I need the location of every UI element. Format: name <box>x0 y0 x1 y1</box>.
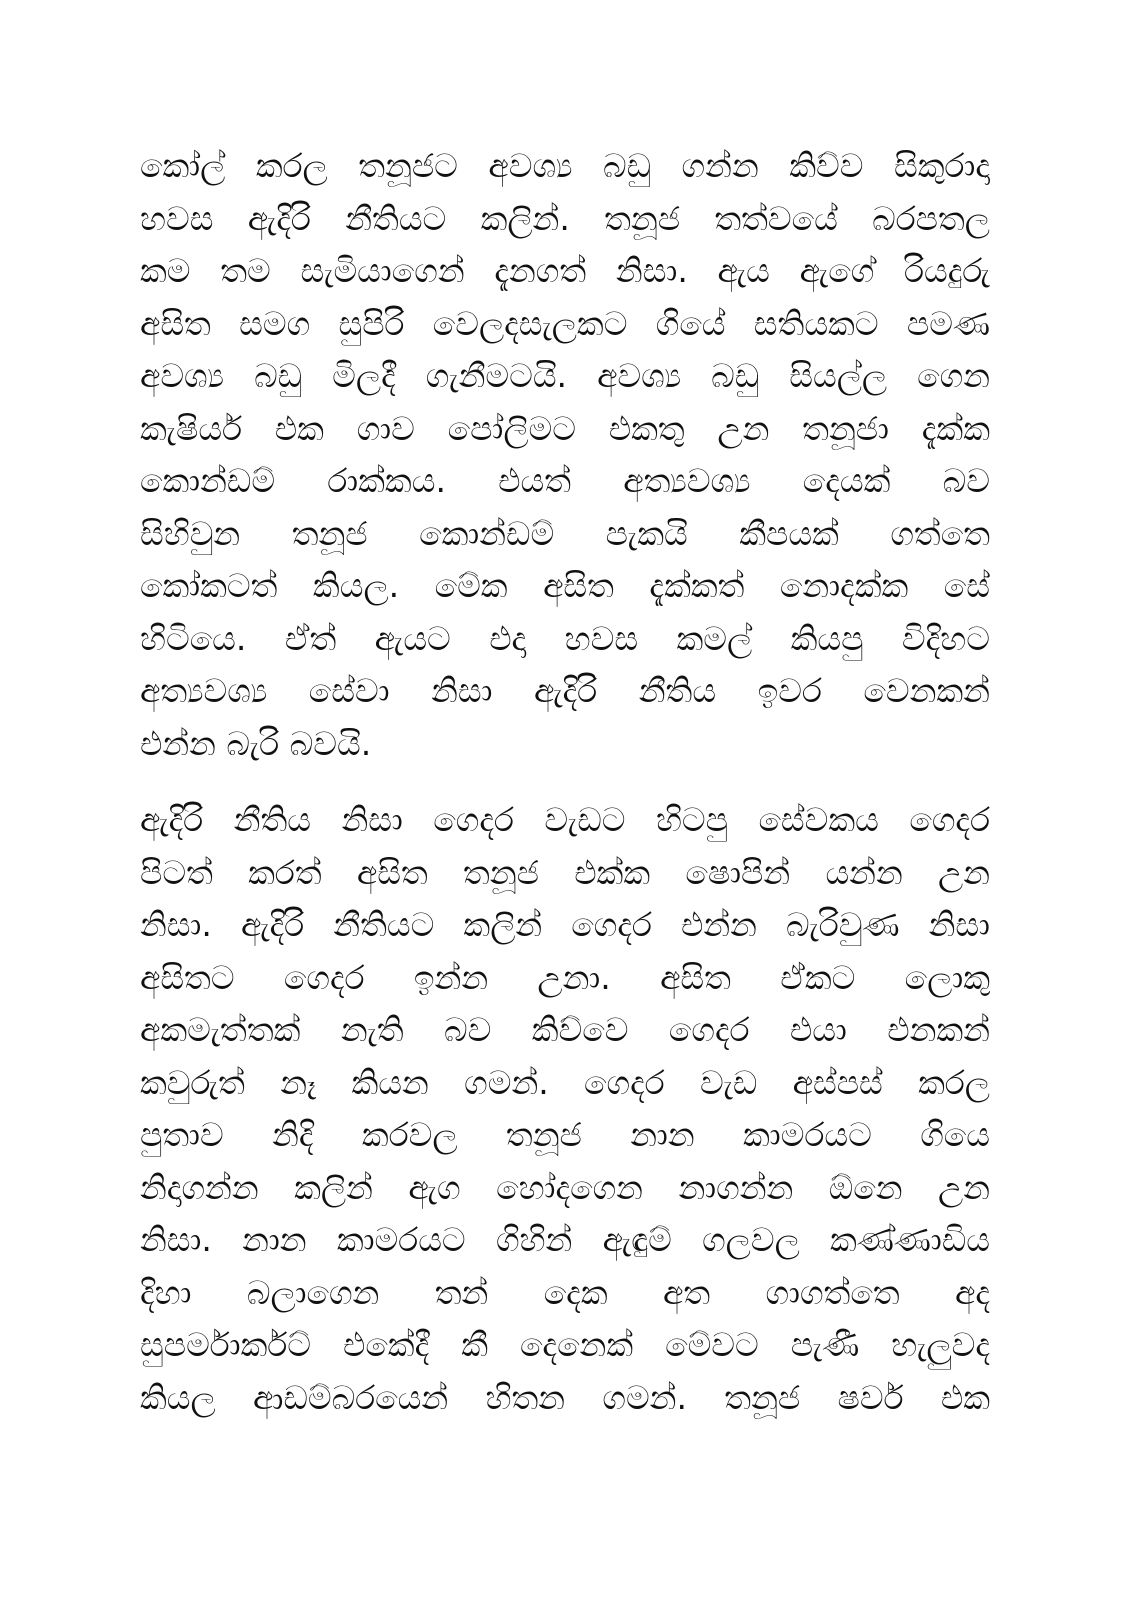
text-line: අසිතට ගෙදර ඉන්න උනා. අසිත ඒකට ලොකු <box>140 957 990 997</box>
text-line: නිදාගන්න කලින් ඇග හෝදගෙන නාගන්න ඕනෙ උන <box>140 1167 990 1207</box>
text-line: කියල ආඩම්බරයෙන් හිතන ගමන්. තනූජ ෂවර් එක <box>140 1377 990 1417</box>
text-line: සුපර්මාර්කට් එකේදී කී දෙනෙක් මේවට පැණී හැලුවද <box>140 1325 990 1364</box>
text-line: අසිත සමග සුපිරි වෙලදසැලකට ගියේ සතියකට පමණ <box>140 303 990 343</box>
text-line: හවස ඇදිරි නීතියට කලින්. තනූජ තත්වයේ බරපතල <box>140 198 990 238</box>
text-line: සිහිවුන තනූජ කොන්ඩම් පැකයි කීපයක් ගත්තෙ <box>140 513 990 553</box>
text-line: අවශ්‍ය බඩු මිලදී ගැනීමටයි. අවශ්‍ය බඩු සියල්ල ගෙන <box>140 356 990 395</box>
text-line: කවුරුත් නෑ කියන ගමන්. ගෙදර වැඩ අස්පස් කරල <box>140 1062 990 1102</box>
text-line: කෝකටත් කියල. මේක අසිත දැක්කත් නොදක්ක සේ <box>140 566 990 605</box>
text-line: අකමැත්තක් නැති බව කිව්වෙ ගෙදර එයා එනකන් <box>140 1010 990 1049</box>
paragraph-2 <box>140 794 990 1424</box>
paragraph-1 <box>140 140 990 770</box>
text-line: අත්‍යවශ්‍ය සේවා නිසා ඇදිරි නීතිය ඉවර වෙනකන් <box>140 671 990 710</box>
text-line: කම තම සැමියාගෙන් දැනගත් නිසා. ඇය ඇගේ රියදුරු <box>140 251 990 290</box>
text-line: කැෂියර් එක ගාව පෝලිමට එකතු උන තනූජා දැක්ක <box>140 408 990 448</box>
text-line: එන්න බැරි බවයි. <box>140 723 372 763</box>
text-line: නිසා. ඇදිරි නීතියට කලින් ගෙදර එන්න බැරිවුණ නිසා <box>140 905 990 944</box>
text-line: පුතාව නිදි කරවල තනූජ නාන කාමරයට ගියෙ <box>140 1115 990 1154</box>
story-text-body <box>140 140 990 1424</box>
text-line: දිහා බලාගෙන තන් දෙක අත ගාගත්තෙ අද <box>140 1272 990 1312</box>
text-line: හිටියෙ. ඒත් ඇයට එදා හවස කමල් කියපු විදිහට <box>140 618 990 658</box>
text-line: පිටත් කරත් අසිත තනූජ එක්ක ෂොපින් යන්න උන <box>140 852 990 892</box>
text-line: ඇදිරි නීතිය නිසා ගෙදර වැඩට හිටපු සේවකය ගෙදර <box>140 800 990 839</box>
text-line: කෝල් කරල තනූජට අවශ්‍ය බඩු ගන්න කිව්ව සිකුරාදා <box>140 146 990 185</box>
text-line: නිසා. නාන කාමරයට ගිහින් ඇඳුම් ගලවල කණ්ණාඩිය <box>140 1220 990 1259</box>
text-line: කොන්ඩම් රාක්කය. එයත් අත්‍යවශ්‍ය දෙයක් බව <box>140 461 990 500</box>
